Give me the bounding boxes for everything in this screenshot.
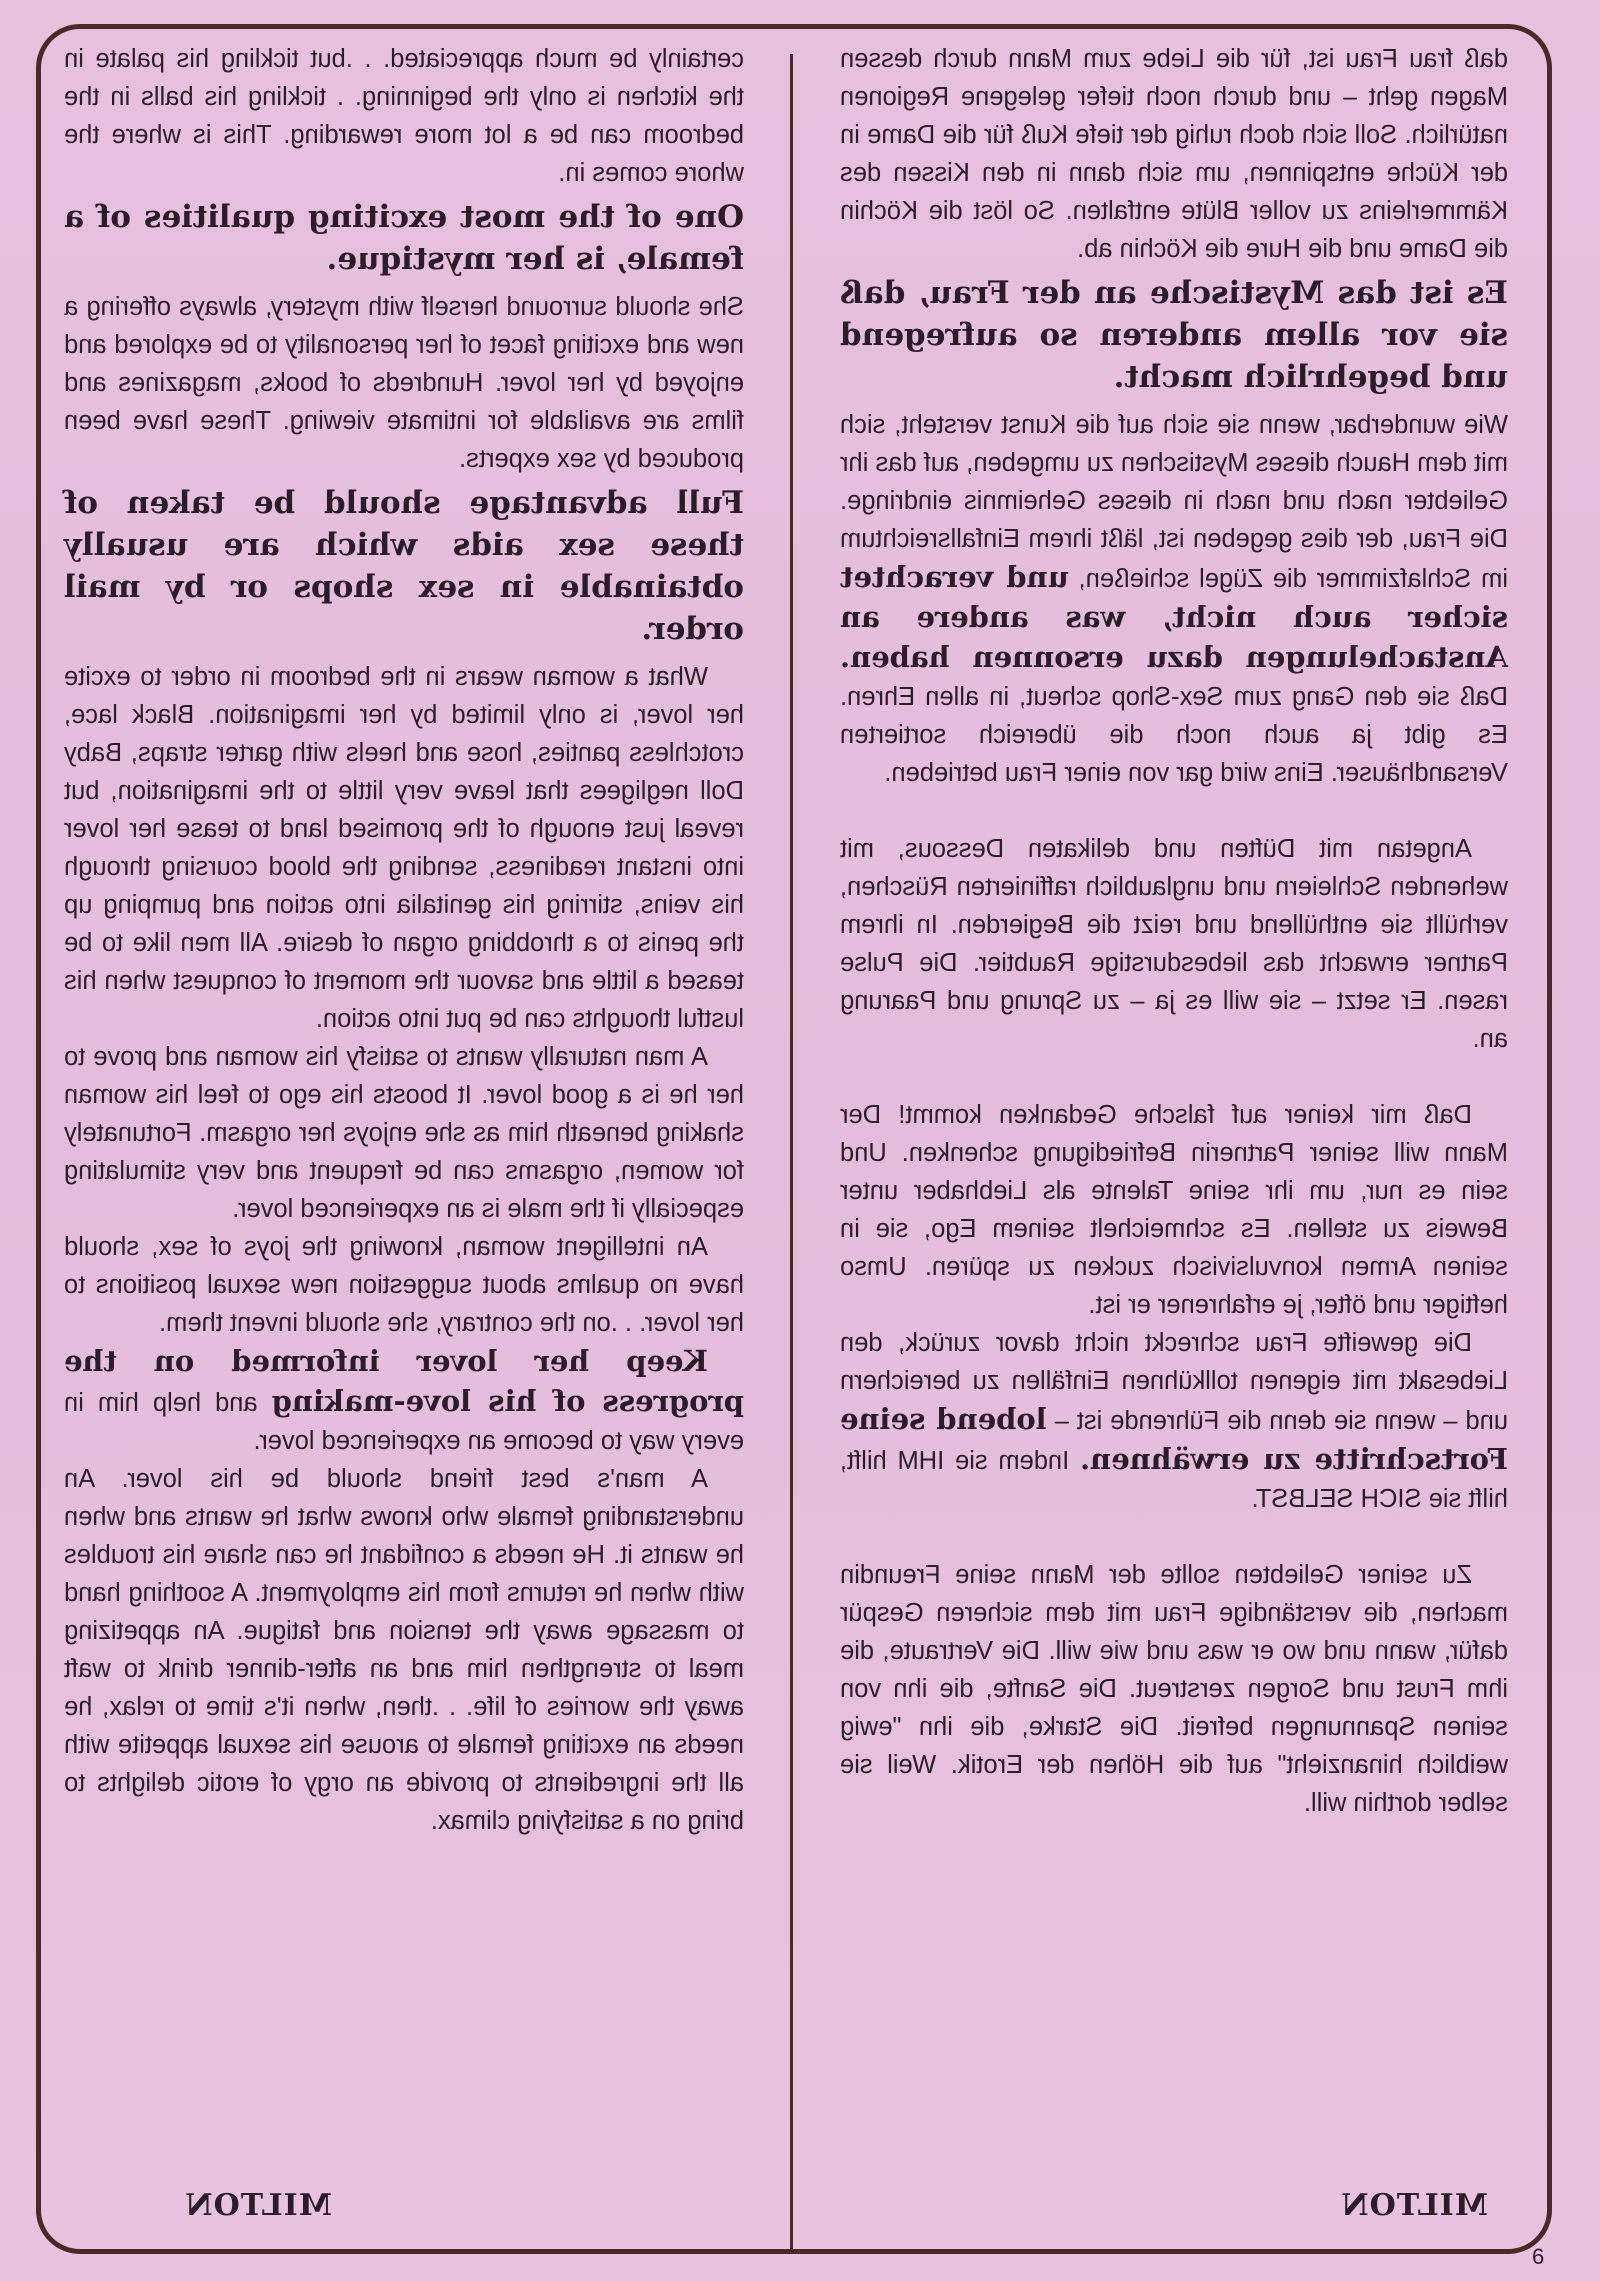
english-column: [64, 40, 744, 1840]
de-paragraph-2: [840, 406, 1508, 792]
en-paragraph-7: A man's best friend should be his lover. An understanding female who knows what he wants and when he wants it. He needs a confidant he can share his troubles with when he returns from his employment. A soothing hand to massage away the tension and fatigue. An appetizing meal to strengthen him and an after-dinner drink to waft away the worries of life. . .then, when it's time to relax, he needs an exciting female to arouse his sexual appetite with all the ingredients to provide an orgy of erotic delights to bring on a satisfying climax.: [64, 1465, 744, 1835]
en-paragraph-3: What a woman wears in the bedroom in order to excite her lover, is only limited by her imagination. Black lace, crotchless panties, hose and heels with garter straps, Baby Doll negligees that leave very little to the imagination, but reveal just enough of the promised land to tease her lover into instant readiness, sending the blood coursing through his veins, stirring his genitalia into action and pumping up the penis to a throbbing organ of desire. All men like to be teased a little and savour the moment of conquest when his lustful thoughts can be put into action.: [64, 663, 744, 1033]
de-paragraph-5: [840, 1324, 1508, 1518]
en-heading-sex-aids: Full advantage should be taken of these sex aids which are usually obtainable in sex shops or by mail order.: [64, 485, 744, 647]
de-paragraph-6: Zu seiner Geliebten sollte der Mann seine Freundin machen, die verständige Frau mit dem sicheren Gespür dafür, wann und wo er was und wie will. Die Vertraute, die ihm Frust und Sorgen zerstreut. Die Sanfte, die ihn von seinen Spannungen befreit. Die Starke, die ihn "ewig weiblich hinanzieht" auf die Höhen der Erotik. Weil sie selber dorthin will.: [840, 1561, 1508, 1817]
en-paragraph-2: She should surround herself with mystery, always offering a new and exciting facet of her personality to be explored and enjoyed by her lover. Hundreds of books, magazines and films are available for intimate viewing. These have been produced by sex experts.: [64, 293, 744, 473]
de-bold-fortschritte: lobend seine Fortschritte zu erwähnen.: [839, 1402, 1508, 1476]
en-paragraph-4: A man naturally wants to satisfy his woman and prove to her he is a good lover. It boosts his ego to feel his woman shaking beneath him as she enjoys her orgasm. Fortunately for women, orgasms can be frequent and very stimulating especially if the male is an experienced lover.: [64, 1043, 744, 1223]
page-number: 6: [1532, 2244, 1545, 2269]
de-paragraph-4: Daß mir keiner auf falsche Gedanken kommt! Der Mann will seiner Partnerin Befriedigung schenken. Und sein es nur, um ihr seine Talente als Liebhaber unter Beweis zu stellen. Es schmeichelt seinem Ego, sie in seinen Armen konvulsivisch zucken zu spüren. Umso heftiger und öfter, je erfahrener er ist.: [840, 1101, 1508, 1319]
en-paragraph-5: An intelligent woman, knowing the joys of sex, should have no qualms about suggestion new sexual positions to her lover. . .on the contrary, she should invent them.: [64, 1233, 744, 1337]
de-heading-mystische: Es ist das Mystische an der Frau, daß sie vor allem anderen so aufregend und begehrlich macht.: [840, 275, 1508, 395]
german-column: [840, 40, 1508, 1822]
german-signature: MILTON: [1340, 2188, 1488, 2223]
column-divider: [790, 54, 793, 2254]
en-heading-mystique: One of the most exciting qualities of a female, is her mystique.: [64, 199, 744, 277]
de-paragraph-5-rest: Indem sie IHM hilft, hilft sie SICH SELBST.: [839, 1447, 1508, 1513]
en-paragraph-6-rest: and help him in every way to become an experienced lover.: [64, 1389, 744, 1455]
en-paragraph-1: certainly be much appreciated. . .but tickling his palate in the kitchen is only the beginning. . tickling his balls in the bedroom can be a lot more rewarding. This is where the whore comes in.: [64, 45, 744, 187]
de-bold-anstachelungen: und verachtet sicher auch nicht, was andere an Anstachelungen dazu ersonnen haben.: [839, 560, 1508, 674]
de-paragraph-1: daß frau Frau ist, für die Liebe zum Mann durch dessen Magen geht – und durch noch tiefer gelegene Regionen natürlich. Soll sich doch ruhig der tiefe Kuß für die Dame in der Küche entspinnen, um sich dann in den Kissen des Kämmerleins zu voller Blüte entfalten. So löst die Köchin die Dame und die Hure die Köchin ab.: [840, 45, 1508, 263]
de-paragraph-2-start: Wie wunderbar, wenn sie sich auf die Kunst versteht, sich mit dem Hauch dieses Mystischen zu umgeben, auf das ihr Geliebter nach und nach in dieses Geheimnis eindringe. Die Frau, der dies gegeben ist, läßt ihrem Einfallsreichtum im Schlafzimmer die Zügel schießen,: [840, 411, 1508, 593]
english-signature: MILTON: [184, 2188, 332, 2223]
de-paragraph-2-rest: Daß sie den Gang zum Sex-Shop scheut, in allen Ehren. Es gibt ja auch noch die übereich sortierten Versandhäuser. Eins wird gar von einer Frau betrieben.: [840, 683, 1508, 787]
de-paragraph-3: Angetan mit Düften und delikaten Dessous, mit wehenden Schleiern und unglaublich raffinierten Rüschen, verhüllt sie enthüllend und reizt die Begierden. In ihrem Partner erwacht das liebesdurstige Raubtier. Die Pulse rasen. Er setzt – sie will es ja – zu Sprung und Paarung an.: [840, 835, 1508, 1053]
en-paragraph-6: [64, 1342, 744, 1460]
de-paragraph-5-start: Die geweifte Frau schreckt nicht davor zurück, den Liebesakt mit eigenen tollkühnen Einfällen zu bereichern und – wenn sie denn die Führende ist –: [840, 1329, 1508, 1435]
en-bold-keep-informed: Keep her lover informed on the progress of his love-making: [64, 1344, 744, 1418]
